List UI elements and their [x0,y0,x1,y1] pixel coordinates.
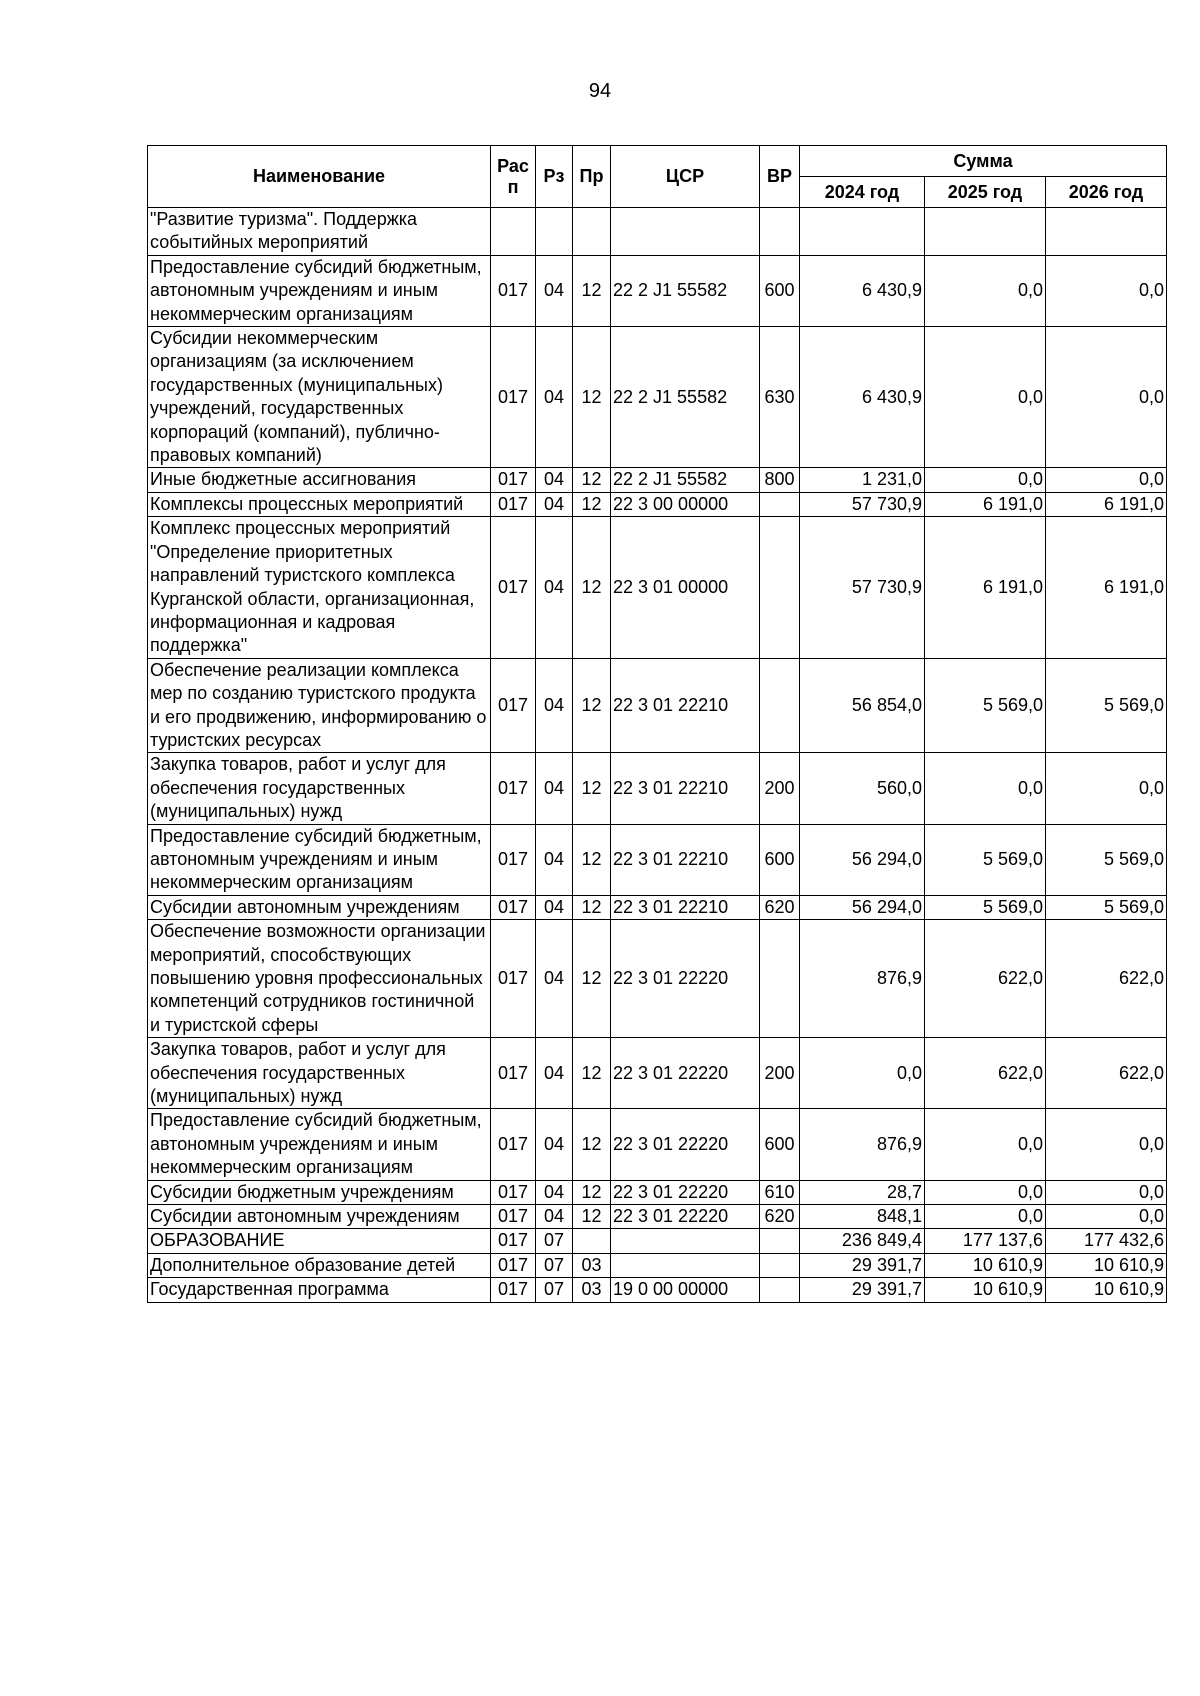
cell-rasp: 017 [491,492,536,516]
cell-rz: 04 [536,895,573,919]
cell-csr: 22 3 01 22210 [611,824,760,895]
cell-rasp: 017 [491,1180,536,1204]
cell-pr: 12 [573,753,611,824]
cell-rz: 04 [536,824,573,895]
cell-pr: 12 [573,1109,611,1180]
cell-y2024: 876,9 [800,920,925,1038]
cell-y2025: 0,0 [925,468,1046,492]
cell-y2026: 0,0 [1046,1109,1167,1180]
cell-name: "Развитие туризма". Поддержка событийных мероприятий [148,208,491,256]
cell-pr: 03 [573,1278,611,1302]
cell-pr [573,1229,611,1253]
cell-rasp: 017 [491,327,536,468]
table-row [148,1253,1167,1277]
header-vr: ВР [760,146,800,208]
cell-csr: 22 3 01 22210 [611,753,760,824]
page-number: 94 [588,80,612,102]
cell-name: Комплекс процессных мероприятий "Определение приоритетных направлений туристского комплекса Курганской области, организационная, информационная и кадровая поддержка" [148,517,491,658]
cell-csr: 19 0 00 00000 [611,1278,760,1302]
cell-vr [760,920,800,1038]
cell-y2025: 0,0 [925,327,1046,468]
cell-vr: 610 [760,1180,800,1204]
cell-rz: 04 [536,920,573,1038]
cell-rz: 07 [536,1229,573,1253]
cell-rasp [491,208,536,256]
header-rz: Рз [536,146,573,208]
cell-rz: 04 [536,753,573,824]
cell-y2026: 177 432,6 [1046,1229,1167,1253]
header-year-2026: 2026 год [1046,177,1167,208]
cell-rasp: 017 [491,517,536,658]
cell-rasp: 017 [491,1253,536,1277]
table-row [148,895,1167,919]
cell-csr: 22 2 J1 55582 [611,327,760,468]
cell-csr: 22 2 J1 55582 [611,255,760,326]
cell-vr: 200 [760,1038,800,1109]
cell-rz: 04 [536,468,573,492]
cell-y2024: 0,0 [800,1038,925,1109]
budget-table [147,145,1167,1303]
table-row [148,1278,1167,1302]
cell-y2026: 5 569,0 [1046,658,1167,753]
cell-csr [611,1253,760,1277]
cell-vr [760,658,800,753]
cell-y2024: 56 294,0 [800,824,925,895]
cell-y2026: 0,0 [1046,753,1167,824]
cell-csr: 22 3 01 22220 [611,1205,760,1229]
cell-pr: 12 [573,517,611,658]
cell-pr: 03 [573,1253,611,1277]
cell-pr: 12 [573,492,611,516]
cell-csr: 22 3 01 00000 [611,517,760,658]
cell-y2024: 848,1 [800,1205,925,1229]
cell-rz: 04 [536,1180,573,1204]
cell-name: Субсидии некоммерческим организациям (за исключением государственных (муниципальных) учреждений, государственных корпораций (компаний), публично-правовых компаний) [148,327,491,468]
table-row [148,1180,1167,1204]
cell-y2026: 6 191,0 [1046,492,1167,516]
table-row [148,1109,1167,1180]
cell-y2024: 56 854,0 [800,658,925,753]
cell-y2024: 57 730,9 [800,517,925,658]
cell-y2026: 5 569,0 [1046,895,1167,919]
cell-name: Государственная программа [148,1278,491,1302]
cell-pr: 12 [573,895,611,919]
cell-csr: 22 3 01 22210 [611,658,760,753]
cell-y2025: 10 610,9 [925,1278,1046,1302]
cell-name: Закупка товаров, работ и услуг для обеспечения государственных (муниципальных) нужд [148,1038,491,1109]
cell-rasp: 017 [491,468,536,492]
cell-name: Обеспечение возможности организации мероприятий, способствующих повышению уровня профессиональных компетенций сотрудников гостиничной и туристской сферы [148,920,491,1038]
cell-rz: 04 [536,1038,573,1109]
cell-vr: 600 [760,824,800,895]
cell-name: Предоставление субсидий бюджетным, автономным учреждениям и иным некоммерческим организациям [148,824,491,895]
header-sum: Сумма [800,146,1167,177]
table-row [148,208,1167,256]
cell-y2026: 6 191,0 [1046,517,1167,658]
table-row [148,255,1167,326]
table-row [148,1229,1167,1253]
cell-y2025: 5 569,0 [925,824,1046,895]
cell-name: Предоставление субсидий бюджетным, автономным учреждениям и иным некоммерческим организациям [148,255,491,326]
cell-csr: 22 3 01 22220 [611,1038,760,1109]
cell-pr: 12 [573,468,611,492]
cell-y2026: 10 610,9 [1046,1253,1167,1277]
cell-y2026: 0,0 [1046,1205,1167,1229]
cell-rasp: 017 [491,1109,536,1180]
cell-y2024: 1 231,0 [800,468,925,492]
cell-vr: 620 [760,1205,800,1229]
cell-y2026 [1046,208,1167,256]
cell-vr: 630 [760,327,800,468]
cell-rz: 04 [536,255,573,326]
cell-y2025: 0,0 [925,255,1046,326]
cell-name: ОБРАЗОВАНИЕ [148,1229,491,1253]
cell-y2026: 0,0 [1046,1180,1167,1204]
cell-rz: 07 [536,1278,573,1302]
table-row [148,920,1167,1038]
table-row [148,468,1167,492]
cell-y2025: 0,0 [925,1180,1046,1204]
cell-y2025: 5 569,0 [925,658,1046,753]
cell-vr: 600 [760,255,800,326]
cell-vr [760,1278,800,1302]
cell-rz: 04 [536,327,573,468]
cell-rz [536,208,573,256]
cell-vr [760,517,800,658]
table-row [148,753,1167,824]
cell-name: Субсидии автономным учреждениям [148,895,491,919]
cell-csr: 22 2 J1 55582 [611,468,760,492]
cell-rz: 04 [536,1205,573,1229]
table-row [148,492,1167,516]
cell-rasp: 017 [491,753,536,824]
cell-y2024: 236 849,4 [800,1229,925,1253]
cell-y2026: 0,0 [1046,255,1167,326]
cell-y2026: 622,0 [1046,1038,1167,1109]
cell-csr: 22 3 01 22220 [611,920,760,1038]
cell-vr [760,492,800,516]
cell-y2025: 622,0 [925,1038,1046,1109]
cell-y2024 [800,208,925,256]
cell-pr: 12 [573,1038,611,1109]
cell-rasp: 017 [491,920,536,1038]
cell-pr: 12 [573,255,611,326]
table-row [148,327,1167,468]
cell-name: Обеспечение реализации комплекса мер по созданию туристского продукта и его продвижению, информированию о туристских ресурсах [148,658,491,753]
cell-name: Субсидии бюджетным учреждениям [148,1180,491,1204]
cell-rasp: 017 [491,824,536,895]
cell-y2025: 0,0 [925,753,1046,824]
header-year-2024: 2024 год [800,177,925,208]
cell-y2025: 0,0 [925,1109,1046,1180]
cell-rasp: 017 [491,895,536,919]
cell-csr: 22 3 01 22210 [611,895,760,919]
cell-name: Субсидии автономным учреждениям [148,1205,491,1229]
cell-y2026: 622,0 [1046,920,1167,1038]
table-body [148,208,1167,1303]
cell-y2025: 0,0 [925,1205,1046,1229]
cell-y2025: 5 569,0 [925,895,1046,919]
cell-name: Предоставление субсидий бюджетным, автономным учреждениям и иным некоммерческим организациям [148,1109,491,1180]
header-pr: Пр [573,146,611,208]
cell-csr: 22 3 01 22220 [611,1180,760,1204]
table-row [148,1205,1167,1229]
cell-csr: 22 3 00 00000 [611,492,760,516]
header-name: Наименование [148,146,491,208]
cell-pr: 12 [573,824,611,895]
cell-pr: 12 [573,658,611,753]
cell-rasp: 017 [491,1229,536,1253]
cell-y2024: 876,9 [800,1109,925,1180]
cell-y2026: 5 569,0 [1046,824,1167,895]
cell-rasp: 017 [491,1205,536,1229]
cell-name: Дополнительное образование детей [148,1253,491,1277]
cell-pr: 12 [573,327,611,468]
cell-y2025: 177 137,6 [925,1229,1046,1253]
cell-rasp: 017 [491,658,536,753]
cell-rasp: 017 [491,255,536,326]
cell-pr [573,208,611,256]
cell-y2024: 29 391,7 [800,1253,925,1277]
cell-rz: 04 [536,658,573,753]
cell-vr: 200 [760,753,800,824]
cell-csr [611,208,760,256]
cell-vr: 800 [760,468,800,492]
cell-y2024: 6 430,9 [800,255,925,326]
cell-rasp: 017 [491,1038,536,1109]
cell-y2024: 56 294,0 [800,895,925,919]
table-header [148,146,1167,208]
cell-y2025: 6 191,0 [925,517,1046,658]
cell-name: Комплексы процессных мероприятий [148,492,491,516]
cell-y2026: 0,0 [1046,468,1167,492]
cell-vr: 600 [760,1109,800,1180]
cell-rz: 04 [536,492,573,516]
cell-rz: 04 [536,1109,573,1180]
cell-y2026: 10 610,9 [1046,1278,1167,1302]
cell-name: Закупка товаров, работ и услуг для обеспечения государственных (муниципальных) нужд [148,753,491,824]
cell-y2026: 0,0 [1046,327,1167,468]
cell-vr [760,208,800,256]
cell-pr: 12 [573,1180,611,1204]
cell-csr [611,1229,760,1253]
cell-y2025: 10 610,9 [925,1253,1046,1277]
cell-y2025 [925,208,1046,256]
cell-rasp: 017 [491,1278,536,1302]
cell-y2025: 622,0 [925,920,1046,1038]
table-row [148,658,1167,753]
header-csr: ЦСР [611,146,760,208]
table-row [148,824,1167,895]
cell-vr: 620 [760,895,800,919]
header-rasp: Рас п [491,146,536,208]
cell-y2024: 560,0 [800,753,925,824]
cell-y2024: 28,7 [800,1180,925,1204]
cell-y2024: 57 730,9 [800,492,925,516]
cell-vr [760,1253,800,1277]
cell-y2024: 29 391,7 [800,1278,925,1302]
table-row [148,517,1167,658]
cell-csr: 22 3 01 22220 [611,1109,760,1180]
cell-rz: 07 [536,1253,573,1277]
header-year-2025: 2025 год [925,177,1046,208]
cell-vr [760,1229,800,1253]
cell-y2025: 6 191,0 [925,492,1046,516]
cell-y2024: 6 430,9 [800,327,925,468]
cell-pr: 12 [573,1205,611,1229]
cell-rz: 04 [536,517,573,658]
cell-pr: 12 [573,920,611,1038]
cell-name: Иные бюджетные ассигнования [148,468,491,492]
table-row [148,1038,1167,1109]
